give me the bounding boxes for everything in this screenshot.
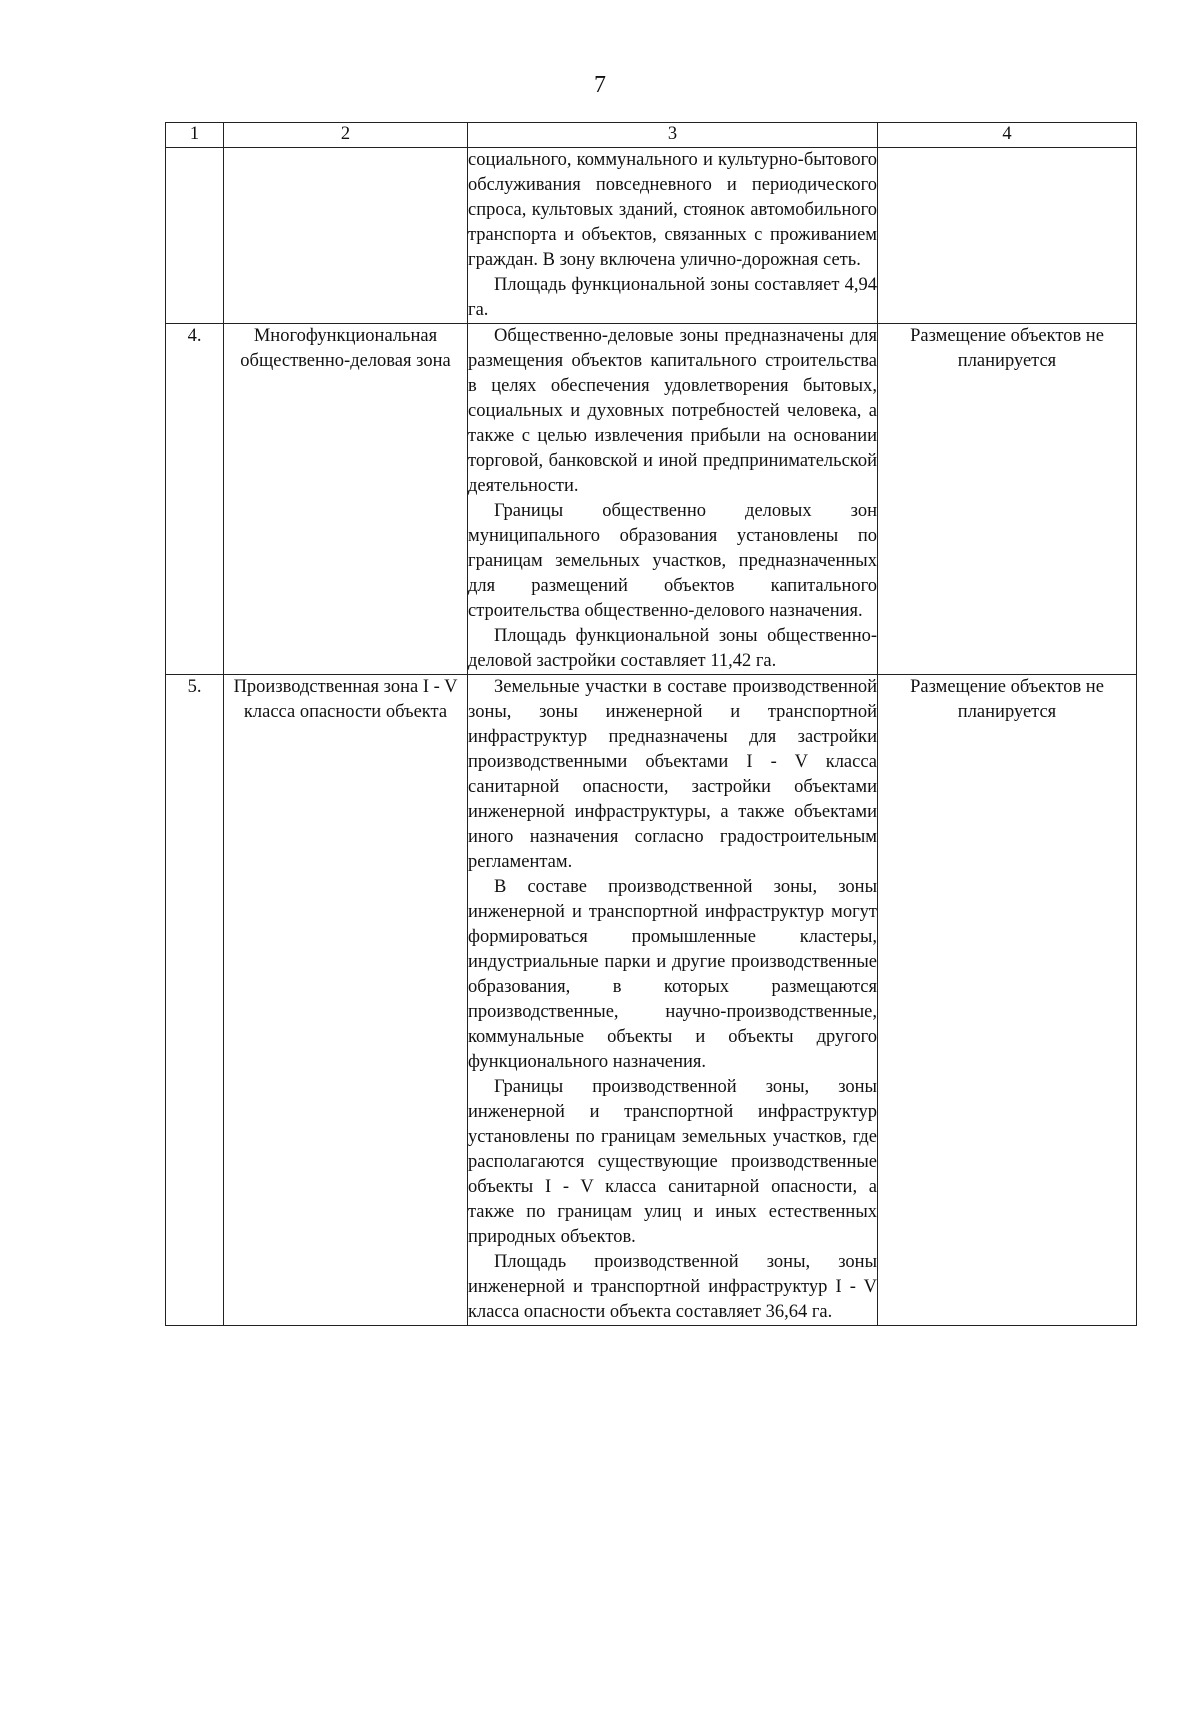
description-paragraph: Границы общественно деловых зон муниципального образования установлены по границам земельных участков, предназначенных для размещений объектов капитального строительства общественно-делового назначения.	[468, 501, 877, 621]
row-number: 5.	[166, 675, 224, 1326]
planned-objects: Размещение объектов не планируется	[878, 324, 1137, 675]
planned-objects: Размещение объектов не планируется	[878, 675, 1137, 1326]
column-header-4: 4	[878, 123, 1137, 148]
planned-objects	[878, 148, 1137, 324]
description-paragraph: Границы производственной зоны, зоны инженерной и транспортной инфраструктур установлены по границам земельных участков, где располагаются существующие производственные объекты I - V класса санитарной опасности, а также по границам улиц и иных естественных природных объектов.	[468, 1077, 877, 1247]
zone-name	[224, 148, 468, 324]
column-header-1: 1	[166, 123, 224, 148]
description-paragraph: социального, коммунального и культурно-бытового обслуживания повседневного и периодического спроса, культовых зданий, стоянок автомобильного транспорта и объектов, связанных с проживанием граждан. В зону включена улично-дорожная сеть.	[468, 150, 877, 270]
description-paragraph: В составе производственной зоны, зоны инженерной и транспортной инфраструктур могут формироваться промышленные кластеры, индустриальные парки и другие производственные образования, в которых размещаются производственные, научно-производственные, коммунальные объекты и объекты другого функционального назначения.	[468, 877, 877, 1072]
page-number: 7	[594, 72, 606, 98]
table-header-row	[166, 123, 1137, 148]
column-header-2: 2	[224, 123, 468, 148]
description-paragraph: Земельные участки в составе производственной зоны, зоны инженерной и транспортной инфраструктур предназначены для застройки производственными объектами I - V класса санитарной опасности, застройки объектами инженерной инфраструктуры, а также объектами иного назначения согласно градостроительным регламентам.	[468, 677, 877, 872]
zone-description	[468, 675, 878, 1326]
table-row	[166, 148, 1137, 324]
zones-table	[165, 122, 1137, 1326]
description-paragraph: Площадь функциональной зоны составляет 4,94 га.	[468, 275, 877, 320]
description-paragraph: Площадь производственной зоны, зоны инженерной и транспортной инфраструктур I - V класса опасности объекта составляет 36,64 га.	[468, 1252, 877, 1322]
column-header-3: 3	[468, 123, 878, 148]
zone-name: Многофункциональная общественно-деловая зона	[224, 324, 468, 675]
row-number: 4.	[166, 324, 224, 675]
row-number	[166, 148, 224, 324]
zone-name: Производственная зона I - V класса опасности объекта	[224, 675, 468, 1326]
table-row	[166, 675, 1137, 1326]
zone-description	[468, 148, 878, 324]
table-row	[166, 324, 1137, 675]
zone-description	[468, 324, 878, 675]
description-paragraph: Площадь функциональной зоны общественно-деловой застройки составляет 11,42 га.	[468, 626, 877, 671]
description-paragraph: Общественно-деловые зоны предназначены для размещения объектов капитального строительства в целях обеспечения удовлетворения бытовых, социальных и духовных потребностей человека, а также с целью извлечения прибыли на основании торговой, банковской и иной предпринимательской деятельности.	[468, 326, 877, 496]
